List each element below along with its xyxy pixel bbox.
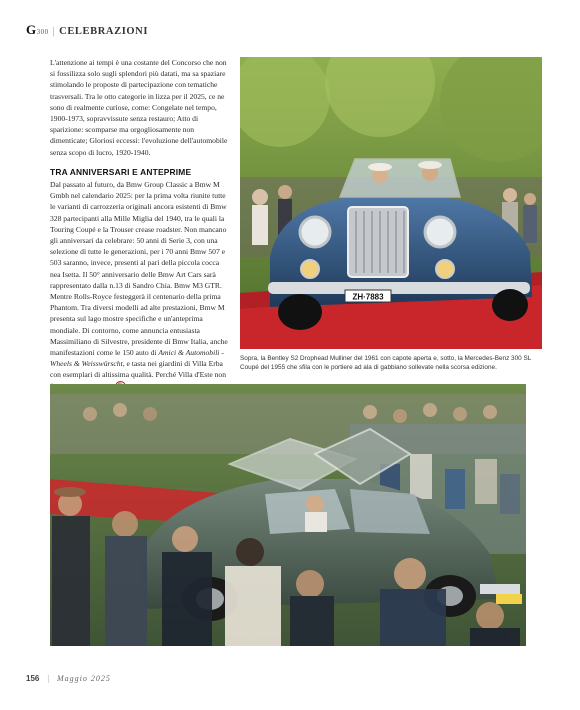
issue-date: Maggio 2025 — [56, 674, 111, 683]
article-subheading: TRA ANNIVERSARI E ANTEPRIME — [50, 166, 192, 177]
photo-caption: Sopra, la Bentley S2 Drophead Mulliner del 1961 con capote aperta e, sotto, la Mercedes-Benz 300 SL Coupé del 1955 che sfila con le portiere ad ala di gabbiano sollevate nella scorsa edizione. — [240, 355, 532, 372]
page-footer — [26, 674, 111, 683]
mercedes-illustration — [50, 384, 526, 646]
bentley-photo — [240, 57, 542, 349]
magazine-logo: G300 — [26, 22, 49, 37]
article-emphasis: Amici & Automobili - Wheels & Weisswürscht — [50, 348, 224, 369]
page-number: 156 — [26, 674, 40, 683]
footer-separator: | — [47, 674, 49, 683]
running-header — [26, 22, 148, 38]
article-paragraph-1: L'attenzione ai tempi è una costante del Concorso che non si fossilizza solo sugli splendori più datati, ma sa spaziare stimolando le proposte di partecipazione con tematiche trasversali. Tra le otto categorie in lizza per il 2025, ce ne sono di realmente curiose, come: Congelate nel tempo, 1900-1973, sopravvissute senza restauro; Atto di sparizione: scomparse ma orgogliosamente non dimenticate; Gloriosi eccessi: l'evoluzione dell'automobile senza scopo di lucro, 1920-1940. — [50, 58, 228, 157]
header-separator: | — [52, 26, 56, 37]
license-plate: ZH·7883 — [352, 292, 384, 302]
section-title: CELEBRAZIONI — [59, 26, 149, 37]
mercedes-photo — [50, 384, 526, 646]
article-text-column — [50, 57, 228, 392]
bentley-illustration — [240, 57, 542, 349]
article-paragraph-2: Dal passato al futuro, da Bmw Group Classic a Bmw M Gmbh nel calendario 2025: per la prima volta riunite tutte le varianti di carrozzeria originali ancora esistenti di Bmw 328 partecipanti alla Mille Miglia del 1940, tra le quali la Touring Coupé e la Trouser crease roadster. Non mancano gli anniversari da celebrare: 50 anni di Serie 3, con una selezione di tutte le generazioni, per i 70 anni Bmw 507 e 503 saranno, invece, presenti al pari della piccola cocca nea Isetta. Il 50° anniversario delle Bmw Art Cars sarà rappresentato dalla n.13 di Sandro Chia. Bmw M3 GTR. Mentre Rolls-Royce festeggerà il centenario della prima Phantom. Tra diversi modelli ad alte prestazioni, Bmw M presenta sul lago mostre specifiche e un'anteprima mondiale. Di contorno, come annuncia entusiasta Massimiliano di Silvestre, presidente di Bmw Italia, anche manifestazioni come le 150 auto di Amici & Automobili - Wheels & Weisswürscht, e tasta nei giardini di Villa Erba con esemplari di altissima qualità. Perché Villa d'Este non — [50, 179, 228, 392]
